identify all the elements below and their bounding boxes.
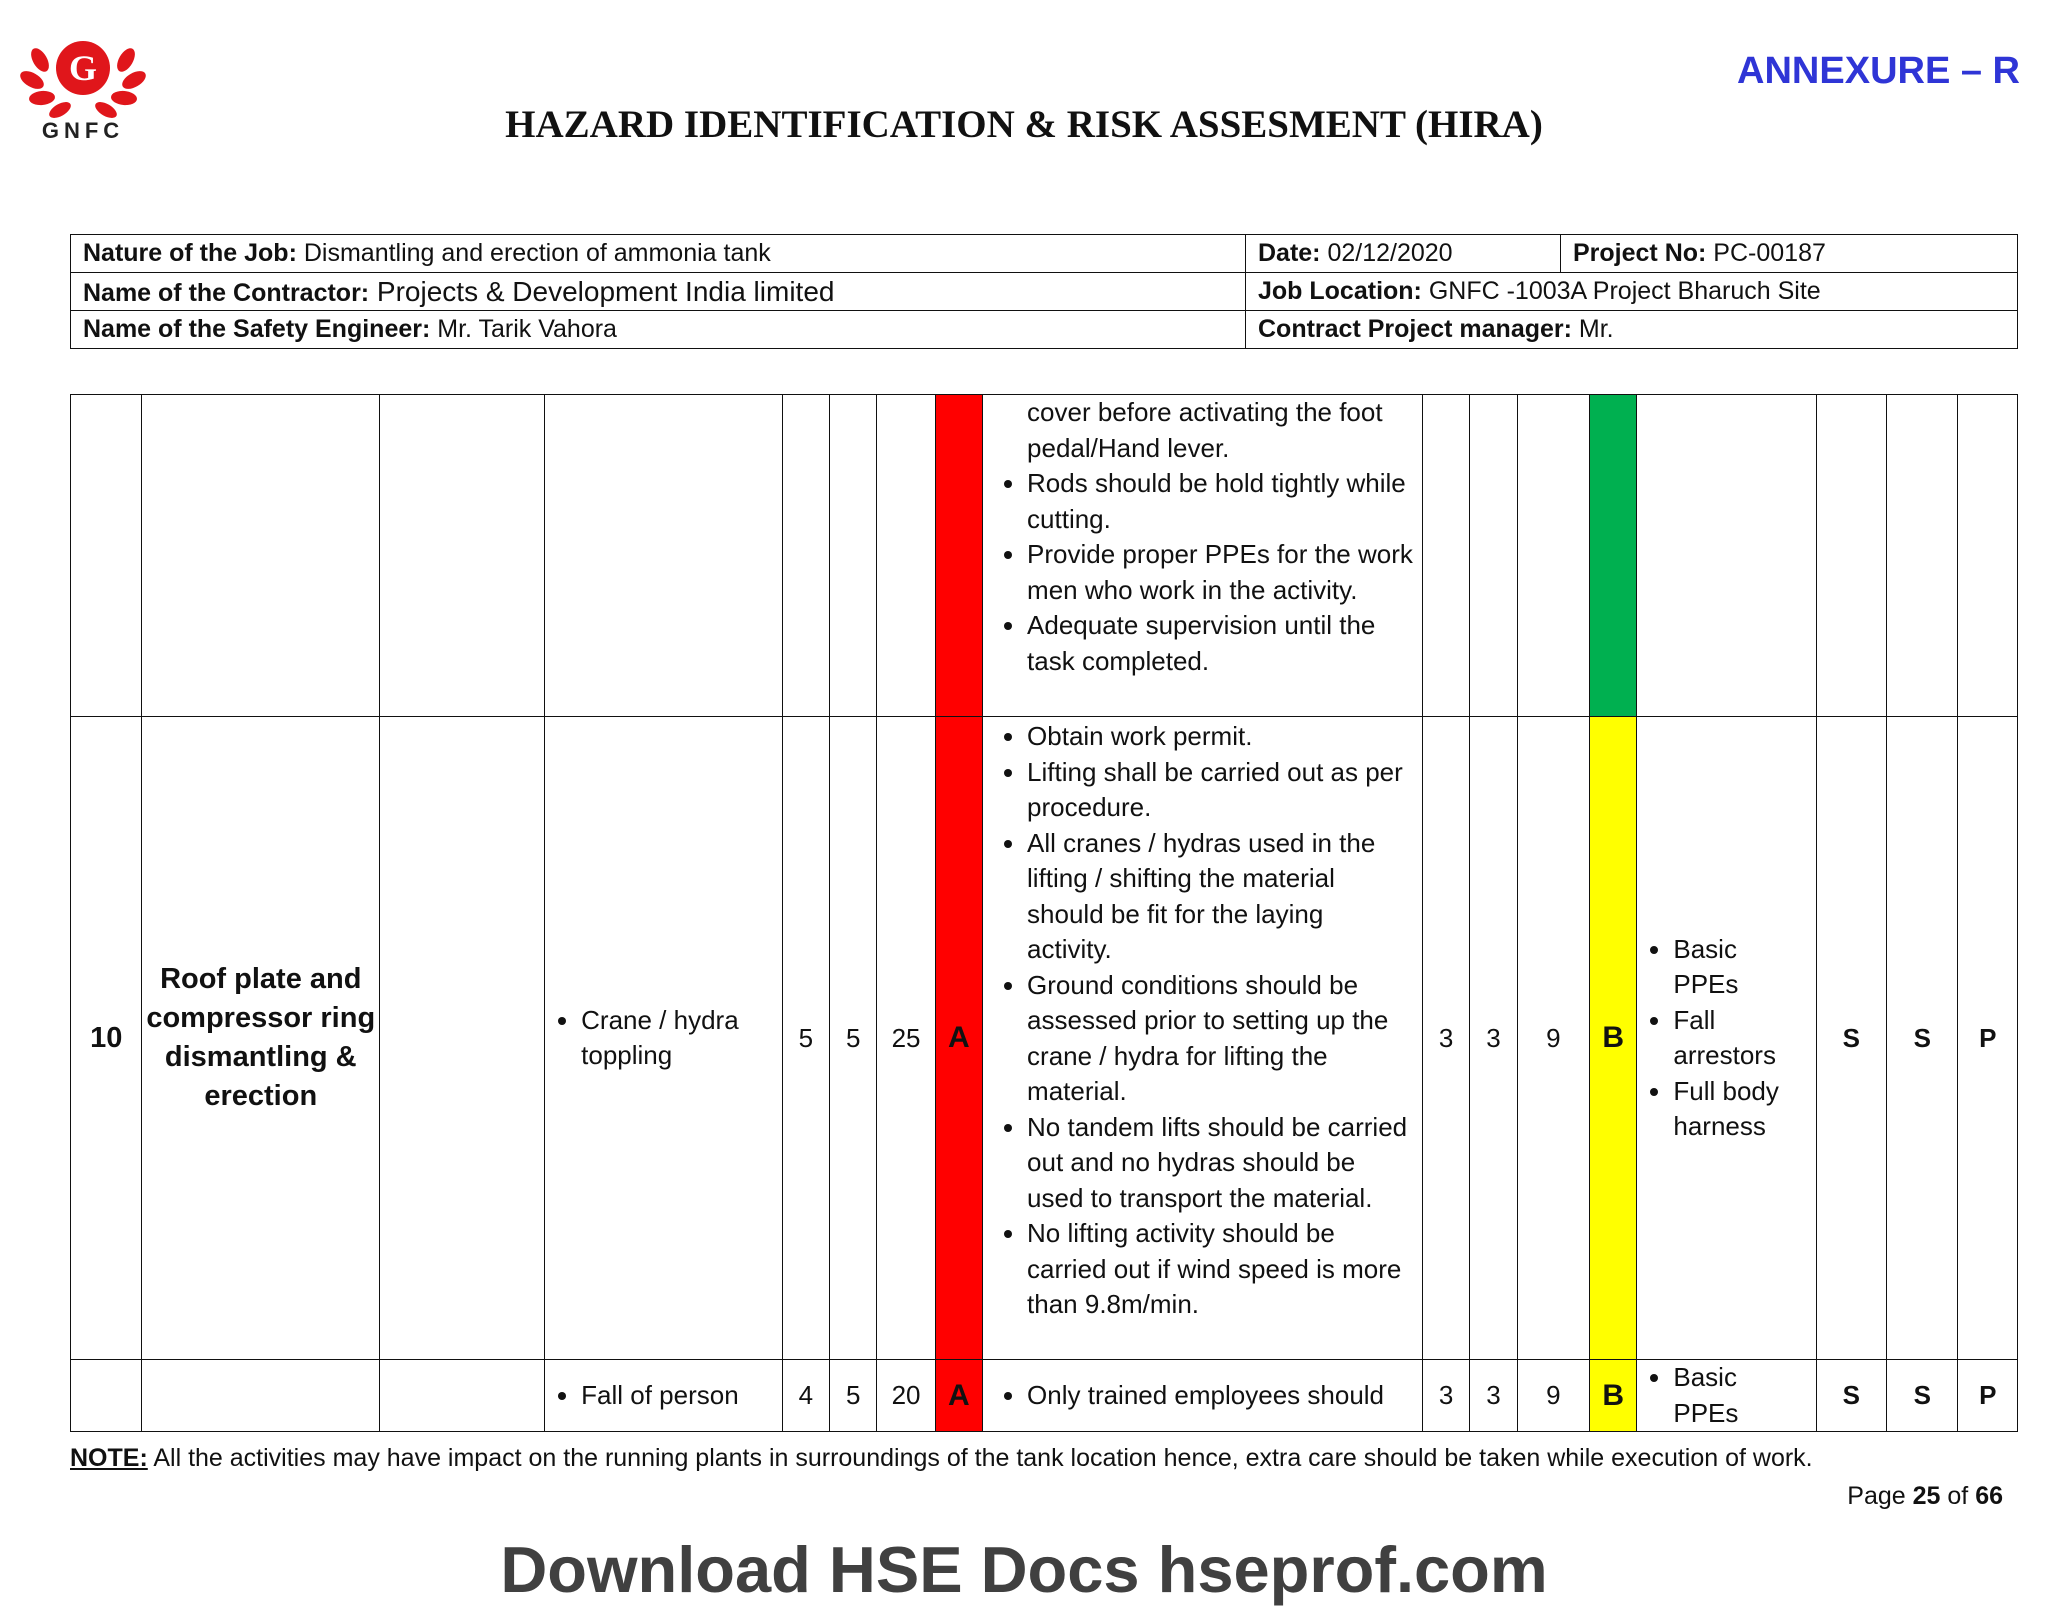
hazard-list — [545, 1378, 782, 1414]
list-item: • No lifting activity should be carried out if wind speed is more than 9.8m/min. — [1027, 1216, 1414, 1323]
activity-cell — [142, 1360, 380, 1432]
annexure-label: ANNEXURE – R — [1737, 50, 2020, 92]
contractor-label: Name of the Contractor: — [83, 278, 370, 307]
control-measures-cell — [983, 717, 1423, 1360]
project-value: PC-00187 — [1706, 239, 1826, 267]
safety-engineer-cell — [71, 311, 1246, 349]
list-item: • Ground conditions should be assessed prior to setting up the crane / hydra for lifting the material. — [1027, 968, 1414, 1110]
control-list — [983, 1378, 1422, 1414]
residual-rank-cell: B — [1590, 1360, 1637, 1432]
extra-col-c-cell: P — [1958, 1360, 2018, 1432]
ppe-list — [1637, 932, 1815, 1145]
engineer-value: Mr. Tarik Vahora — [430, 315, 617, 343]
sub-activity-cell — [380, 1360, 545, 1432]
location-label: Job Location: — [1258, 277, 1422, 305]
sub-activity-cell — [380, 395, 545, 717]
project-manager-cell — [1246, 311, 2018, 349]
info-row — [71, 311, 2018, 349]
initial-rank-cell: A — [935, 717, 982, 1360]
residual-severity-cell: 3 — [1470, 717, 1517, 1360]
contractor-value: Projects & Development India limited — [369, 275, 835, 307]
probability-cell: 5 — [782, 717, 829, 1360]
residual-probability-cell — [1422, 395, 1469, 717]
page-prefix: Page — [1847, 1482, 1913, 1510]
residual-rank-cell: B — [1590, 717, 1637, 1360]
residual-risk-cell: 9 — [1517, 1360, 1589, 1432]
control-measures-cell — [983, 395, 1423, 717]
control-list — [983, 395, 1422, 466]
probability-cell: 4 — [782, 1360, 829, 1432]
residual-risk-cell: 9 — [1517, 717, 1589, 1360]
extra-col-b-cell — [1887, 395, 1958, 717]
manager-label: Contract Project manager: — [1258, 315, 1572, 343]
contractor-cell — [71, 273, 1246, 311]
table-row — [71, 717, 2018, 1360]
list-item: • Lifting shall be carried out as per procedure. — [1027, 755, 1414, 826]
hazard-cell — [545, 717, 783, 1360]
list-item: • Basic PPEs — [1673, 932, 1807, 1003]
residual-severity-cell — [1470, 395, 1517, 717]
hazard-cell — [545, 1360, 783, 1432]
initial-rank-cell — [935, 395, 982, 717]
hazard-cell — [545, 395, 783, 717]
table-row — [71, 1360, 2018, 1432]
risk-score-cell: 20 — [877, 1360, 935, 1432]
page-title: HAZARD IDENTIFICATION & RISK ASSESMENT (HIRA) — [505, 103, 1543, 146]
list-item: • Obtain work permit. — [1027, 719, 1414, 755]
residual-severity-cell: 3 — [1470, 1360, 1517, 1432]
watermark-text: Download HSE Docs hseprof.com — [500, 1533, 1548, 1606]
extra-col-a-cell: S — [1816, 1360, 1886, 1432]
extra-col-b-cell: S — [1887, 717, 1958, 1360]
residual-rank-cell — [1590, 395, 1637, 717]
manager-value: Mr. — [1571, 315, 1614, 343]
residual-probability-cell: 3 — [1422, 717, 1469, 1360]
page-number — [1847, 1482, 2003, 1511]
ppe-list — [1637, 1360, 1815, 1431]
risk-score-cell: 25 — [877, 717, 935, 1360]
list-item: • Rods should be hold tightly while cutting. — [1027, 466, 1414, 537]
residual-risk-cell — [1517, 395, 1589, 717]
hira-table — [70, 394, 2018, 1432]
job-info-table — [70, 234, 2018, 349]
project-label: Project No: — [1573, 239, 1707, 267]
extra-col-a-cell — [1816, 395, 1886, 717]
initial-rank-cell: A — [935, 1360, 982, 1432]
residual-probability-cell: 3 — [1422, 1360, 1469, 1432]
probability-cell — [782, 395, 829, 717]
severity-cell — [830, 395, 877, 717]
info-row — [71, 235, 2018, 273]
risk-score-cell — [877, 395, 935, 717]
extra-col-a-cell: S — [1816, 717, 1886, 1360]
list-item: • Fall of person — [581, 1378, 774, 1414]
list-item: • Only trained employees should — [1027, 1378, 1414, 1414]
list-item: • Crane / hydra toppling — [581, 1003, 774, 1074]
extra-col-b-cell: S — [1887, 1360, 1958, 1432]
page-of: of — [1940, 1482, 1976, 1510]
severity-cell: 5 — [830, 1360, 877, 1432]
sr-no-cell — [71, 1360, 142, 1432]
date-value: 02/12/2020 — [1320, 239, 1453, 267]
location-value: GNFC -1003A Project Bharuch Site — [1421, 277, 1821, 305]
nature-label: Nature of the Job: — [83, 239, 297, 267]
sr-no-cell — [71, 395, 142, 717]
engineer-label: Name of the Safety Engineer: — [83, 315, 431, 343]
extra-col-c-cell — [1958, 395, 2018, 717]
extra-col-c-cell: P — [1958, 717, 2018, 1360]
list-item: • Full body harness — [1673, 1074, 1807, 1145]
note-text: All the activities may have impact on the running plants in surroundings of the tank location hence, extra care should be taken while execution of work. — [147, 1444, 1813, 1472]
ppe-cell — [1637, 395, 1816, 717]
list-item: • Provide proper PPEs for the work men who work in the activity. — [1027, 537, 1414, 608]
date-label: Date: — [1258, 239, 1321, 267]
control-list — [983, 466, 1422, 679]
ppe-cell — [1637, 1360, 1816, 1432]
list-item: • Basic PPEs — [1673, 1360, 1807, 1431]
project-no-cell — [1561, 235, 2018, 273]
list-item: • No tandem lifts should be carried out and no hydras should be used to transport the material. — [1027, 1110, 1414, 1217]
sr-no-cell: 10 — [71, 717, 142, 1360]
list-item: • Fall arrestors — [1673, 1003, 1807, 1074]
svg-text:G: G — [68, 48, 98, 88]
sub-activity-cell — [380, 717, 545, 1360]
severity-cell: 5 — [830, 717, 877, 1360]
control-list — [983, 719, 1422, 1323]
list-item: • Adequate supervision until the task completed. — [1027, 608, 1414, 679]
page-current: 25 — [1912, 1482, 1941, 1510]
control-measures-cell — [983, 1360, 1423, 1432]
list-item: • All cranes / hydras used in the lifting / shifting the material should be fit for the laying activity. — [1027, 826, 1414, 968]
hazard-list — [545, 1003, 782, 1074]
activity-cell: Roof plate and compressor ring dismantling & erection — [142, 717, 380, 1360]
table-row — [71, 395, 2018, 717]
ppe-cell — [1637, 717, 1816, 1360]
note-label: NOTE: — [70, 1444, 148, 1472]
date-cell — [1246, 235, 1561, 273]
logo-text: GNFC — [41, 118, 125, 143]
list-item: cover before activating the foot pedal/Hand lever. — [1027, 397, 1383, 463]
job-location-cell — [1246, 273, 2018, 311]
nature-of-job-cell — [71, 235, 1246, 273]
nature-value: Dismantling and erection of ammonia tank — [296, 239, 771, 267]
page-total: 66 — [1975, 1482, 2003, 1510]
note — [70, 1444, 1813, 1473]
info-row — [71, 273, 2018, 311]
activity-cell — [142, 395, 380, 717]
